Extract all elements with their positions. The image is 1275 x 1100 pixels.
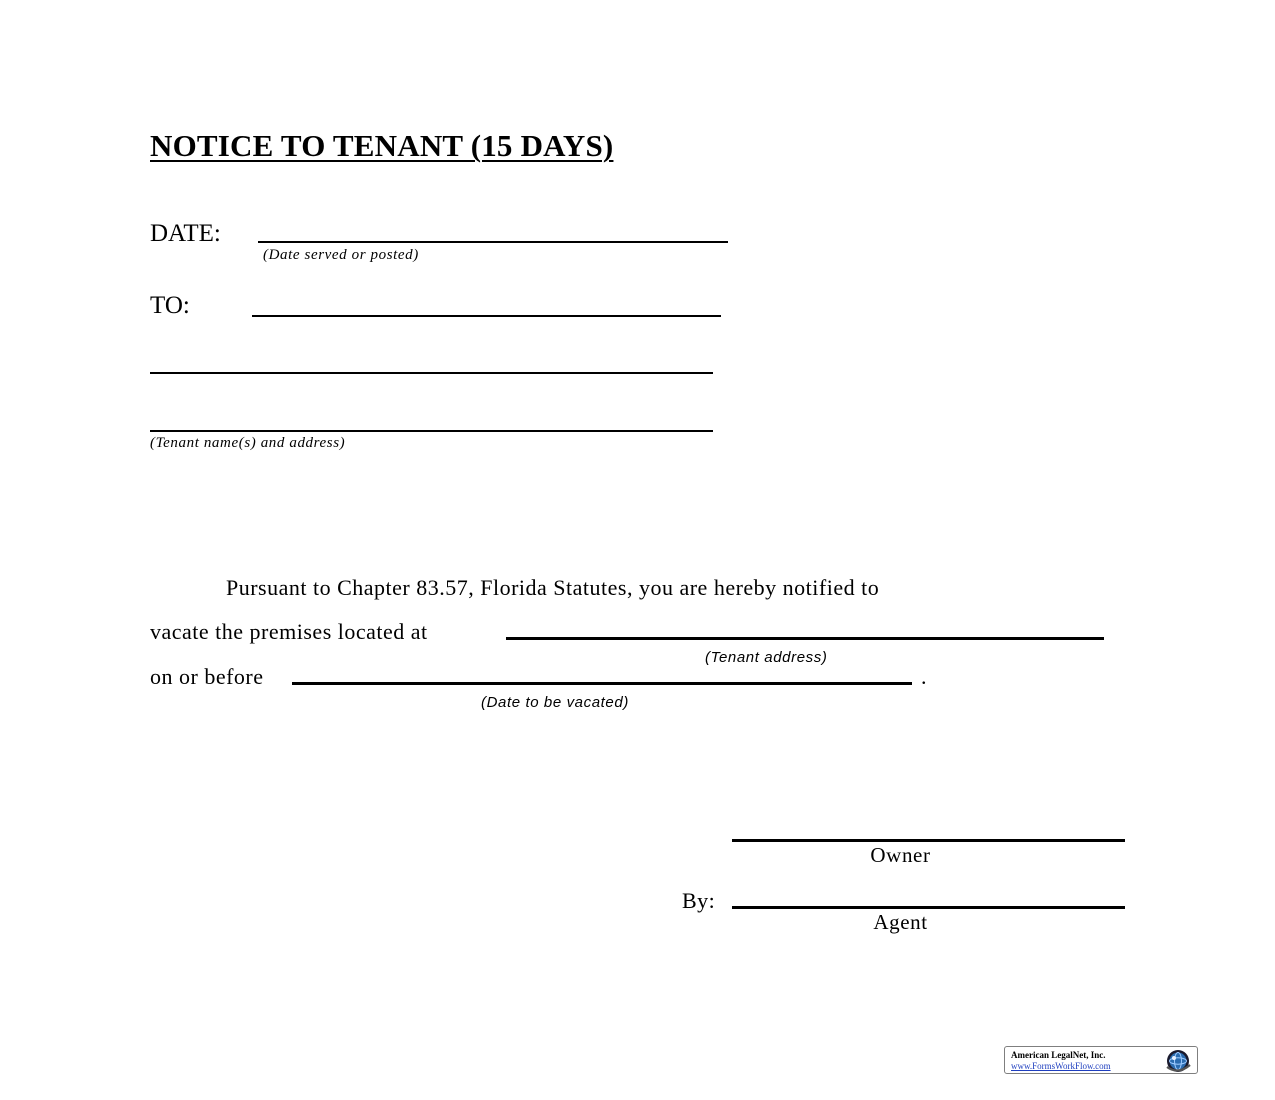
- body-line-3-period: .: [921, 664, 927, 689]
- tenant-hint: (Tenant name(s) and address): [150, 435, 346, 451]
- premises-address-line[interactable]: [506, 637, 1104, 640]
- by-label: By:: [682, 888, 716, 913]
- page-title: NOTICE TO TENANT (15 DAYS): [150, 128, 614, 163]
- body-line-3: on or before: [150, 664, 264, 689]
- date-hint: (Date served or posted): [263, 247, 419, 263]
- date-label: DATE:: [150, 220, 221, 247]
- vacate-date-line[interactable]: [292, 682, 912, 685]
- body-line-2: vacate the premises located at: [150, 619, 428, 644]
- globe-logo-icon: [1161, 1048, 1195, 1074]
- tenant-name-line[interactable]: [252, 315, 721, 317]
- owner-label: Owner: [870, 843, 931, 867]
- vacate-date-hint: (Date to be vacated): [481, 694, 629, 711]
- tenant-address-line-1[interactable]: [150, 372, 713, 374]
- to-label: TO:: [150, 292, 190, 319]
- footer-url[interactable]: www.FormsWorkFlow.com: [1011, 1061, 1111, 1071]
- owner-signature-line[interactable]: [732, 839, 1125, 842]
- tenant-address-line-2[interactable]: [150, 430, 713, 432]
- footer-badge[interactable]: [1004, 1046, 1198, 1074]
- agent-label: Agent: [873, 910, 928, 934]
- agent-signature-line[interactable]: [732, 906, 1125, 909]
- date-field-line[interactable]: [258, 241, 728, 243]
- footer-company: American LegalNet, Inc.: [1011, 1050, 1106, 1060]
- body-line-1: Pursuant to Chapter 83.57, Florida Statutes, you are hereby notified to: [226, 575, 880, 600]
- tenant-address-hint: (Tenant address): [705, 649, 828, 666]
